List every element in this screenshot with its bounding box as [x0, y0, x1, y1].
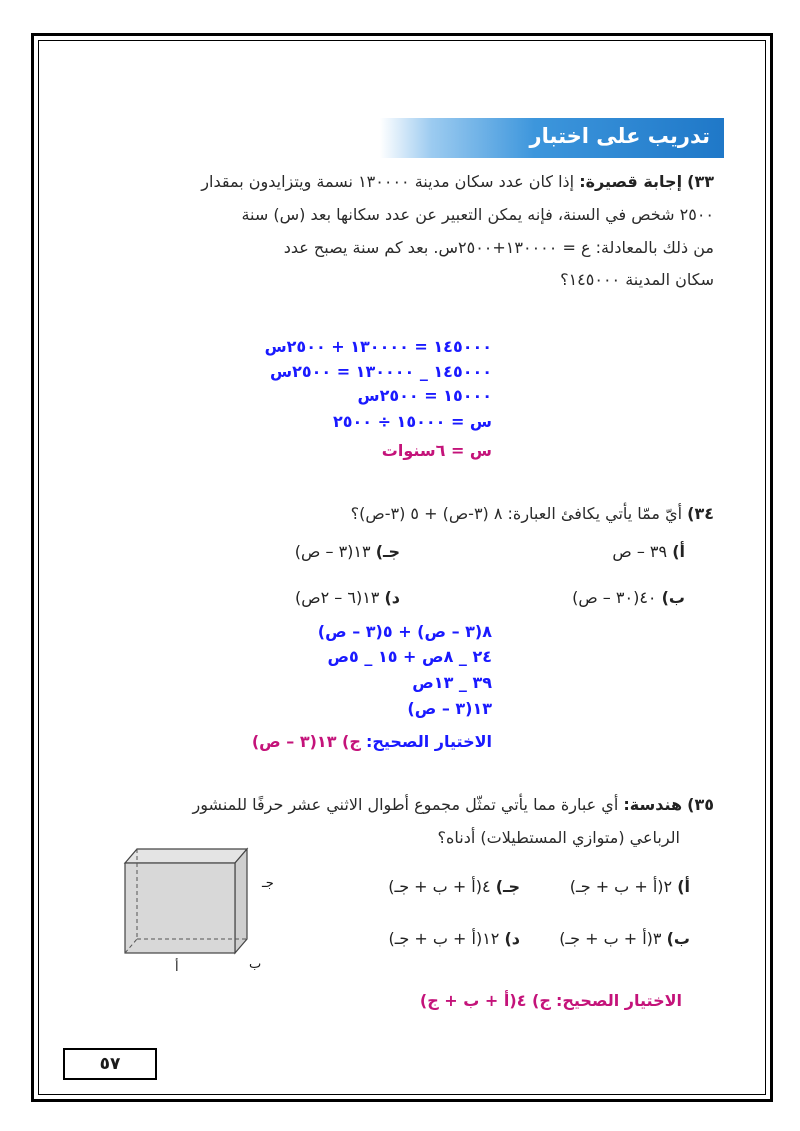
banner-title: تدريب على اختبار: [529, 124, 710, 148]
figure-label-b: ب: [249, 957, 262, 972]
q34-answer: [252, 732, 492, 751]
q35-option-a-text: ٢(أ + ب + جـ): [569, 877, 673, 896]
q35-option-c-text: ٤(أ + ب + جـ): [388, 877, 491, 896]
q35-option-d-label: د): [504, 929, 520, 948]
q34-number: ٣٤): [687, 504, 714, 523]
q34-solution-4: ١٣(٣ – ص): [407, 699, 492, 718]
q34-line: [351, 504, 714, 523]
q35-option-c-label: جـ): [495, 877, 520, 896]
q34-solution-2: ٢٤ _ ٨ص + ١٥ _ ٥ص: [327, 647, 492, 666]
q35-option-b-text: ٣(أ + ب + جـ): [559, 929, 662, 948]
q34-answer-value: ج) ١٣(٣ – ص): [251, 732, 361, 751]
q34-answer-prefix: الاختيار الصحيح:: [365, 732, 492, 751]
q35-answer: [420, 991, 682, 1010]
q35-answer-value: ج) ٤(أ + ب + ج): [419, 991, 551, 1010]
q33-solution-5: س = ٦سنوات: [381, 441, 492, 460]
q34-option-b: [572, 588, 685, 607]
q33-line-4: سكان المدينة ١٤٥٠٠٠؟: [560, 270, 714, 289]
q33-number: ٣٣): [687, 172, 714, 191]
q35-option-b: [559, 929, 690, 948]
q34-option-c-text: ١٣(٣ – ص): [294, 542, 371, 561]
q34-option-b-label: ب): [661, 588, 685, 607]
q34-option-d-text: ١٣(٦ – ٢ص): [294, 588, 380, 607]
q33-solution-2: ١٤٥٠٠٠ _ ١٣٠٠٠٠ = ٢٥٠٠س: [269, 362, 492, 381]
q34-solution-1: ٨(٣ – ص) + ٥(٣ – ص): [317, 622, 492, 641]
q33-solution-4: س = ١٥٠٠٠ ÷ ٢٥٠٠: [332, 412, 492, 431]
rectangular-prism-figure: [117, 843, 257, 955]
section-banner: [380, 118, 724, 158]
q34-option-c-label: جـ): [375, 542, 400, 561]
q34-text: أيّ ممّا يأتي يكافئ العبارة: ٨ (٣-ص) + ٥ (٣-ص)؟: [350, 504, 683, 523]
q35-line-2: الرباعي (متوازي المستطيلات) أدناه؟: [437, 828, 680, 847]
q35-number: ٣٥): [687, 795, 714, 814]
q34-solution-3: ٣٩ _ ١٣ص: [412, 673, 492, 692]
q34-option-b-text: ٤٠(٣٠ – ص): [572, 588, 657, 607]
page-number: ٥٧: [63, 1048, 157, 1080]
q35-option-d-text: ١٢(أ + ب + جـ): [388, 929, 500, 948]
q33-label: إجابة قصيرة:: [579, 172, 683, 191]
q35-option-a: [570, 877, 690, 896]
q34-option-d: [295, 588, 400, 607]
q34-option-c: [295, 542, 400, 561]
q35-text-1: أي عبارة مما يأتي تمثّل مجموع أطوال الاثني عشر حرفًا للمنشور: [192, 795, 619, 814]
q34-option-d-label: د): [384, 588, 400, 607]
q35-option-d: [388, 929, 520, 948]
q35-line-1: [193, 795, 714, 814]
q35-option-b-label: ب): [666, 929, 690, 948]
q35-option-c: [388, 877, 520, 896]
q34-option-a-text: ٣٩ – ص: [612, 542, 668, 561]
q33-solution-1: ١٤٥٠٠٠ = ١٣٠٠٠٠ + ٢٥٠٠س: [264, 337, 492, 356]
q33-line-2: ٢٥٠٠ شخص في السنة، فإنه يمكن التعبير عن عدد سكانها بعد (س) سنة: [241, 205, 714, 224]
q33-text-1: إذا كان عدد سكان مدينة ١٣٠٠٠٠ نسمة ويتزايدون بمقدار: [201, 172, 575, 191]
q34-option-a: [612, 542, 685, 561]
figure-label-a: أ: [175, 960, 179, 975]
figure-label-c: جـ: [262, 876, 274, 891]
q35-answer-prefix: الاختيار الصحيح:: [555, 991, 682, 1010]
q33-solution-3: ١٥٠٠٠ = ٢٥٠٠س: [357, 386, 492, 405]
q33-line-3: من ذلك بالمعادلة: ع = ١٣٠٠٠٠+٢٥٠٠س. بعد كم سنة يصبح عدد: [283, 238, 714, 257]
q35-label: هندسة:: [623, 795, 683, 814]
q33-line-1: [201, 172, 714, 191]
q34-option-a-label: أ): [672, 542, 685, 561]
q35-option-a-label: أ): [677, 877, 690, 896]
